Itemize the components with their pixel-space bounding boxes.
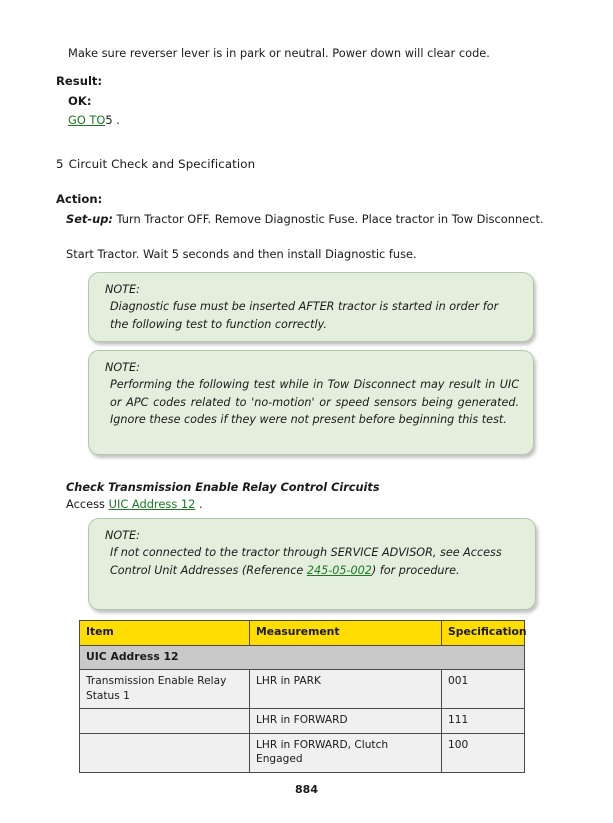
column-header-measurement: Measurement: [250, 621, 442, 646]
check-circuits-heading: Check Transmission Enable Relay Control Circuits: [66, 481, 380, 494]
table-row: [80, 670, 525, 709]
cell-item: Transmission Enable Relay Status 1: [80, 670, 250, 709]
goto-line: [68, 113, 120, 127]
intro-paragraph: Make sure reverser lever is in park or neutral. Power down will clear code.: [68, 46, 490, 60]
setup-paragraph: [66, 211, 554, 227]
access-prefix: Access: [66, 497, 109, 511]
note-title: NOTE:: [105, 361, 140, 374]
start-tractor-paragraph: Start Tractor. Wait 5 seconds and then install Diagnostic fuse.: [66, 247, 417, 261]
section-number: 5: [56, 157, 64, 171]
note-body-suffix: ) for procedure.: [371, 563, 460, 577]
goto-link[interactable]: GO TO: [68, 113, 106, 127]
setup-lead-label: Set-up:: [66, 212, 113, 226]
table-row: [80, 733, 525, 772]
column-header-specification: Specification: [442, 621, 525, 646]
setup-text: Turn Tractor OFF. Remove Diagnostic Fuse. Place tractor in Tow Disconnect.: [112, 212, 544, 226]
table-group-label: UIC Address 12: [80, 645, 525, 670]
action-label: Action:: [56, 192, 103, 206]
cell-specification: 111: [442, 709, 525, 734]
note-body-prefix: If not connected to the tractor through SERVICE ADVISOR, see Access Control Unit Addresses (Reference: [110, 546, 502, 577]
uic-address-link[interactable]: UIC Address 12: [108, 497, 196, 511]
cell-measurement: LHR in FORWARD, Clutch Engaged: [250, 733, 442, 772]
cell-measurement: LHR in FORWARD: [250, 709, 442, 734]
table-group-row: [80, 645, 525, 670]
specification-table: [79, 620, 525, 773]
note-title: NOTE:: [105, 529, 140, 542]
cell-specification: 100: [442, 733, 525, 772]
section-heading: [56, 157, 255, 171]
table-row: [80, 709, 525, 734]
page-number: 884: [295, 783, 318, 796]
note-box-2: [88, 350, 534, 455]
note-box-3: [88, 518, 536, 610]
cell-item: [80, 733, 250, 772]
section-title: Circuit Check and Specification: [68, 157, 256, 171]
column-header-item: Item: [80, 621, 250, 646]
cell-measurement: LHR in PARK: [250, 670, 442, 709]
note-body: Performing the following test while in Tow Disconnect may result in UIC or APC codes related to 'no-motion' or speed sensors being generated. Ignore these codes if they were not present before beginning this test.: [110, 378, 519, 426]
note-body: Diagnostic fuse must be inserted AFTER tractor is started in order for the following test to function correctly.: [110, 300, 499, 331]
access-line: [66, 497, 203, 511]
access-suffix: .: [195, 497, 203, 511]
table-header-row: [80, 621, 525, 646]
note-box-1: [88, 272, 534, 342]
goto-suffix: 5 .: [105, 113, 120, 127]
result-label: Result:: [56, 74, 103, 88]
cell-item: [80, 709, 250, 734]
note-body: [105, 544, 521, 579]
reference-link[interactable]: 245-05-002: [306, 563, 372, 577]
cell-specification: 001: [442, 670, 525, 709]
ok-label: OK:: [68, 94, 92, 108]
note-title: NOTE:: [105, 283, 140, 296]
